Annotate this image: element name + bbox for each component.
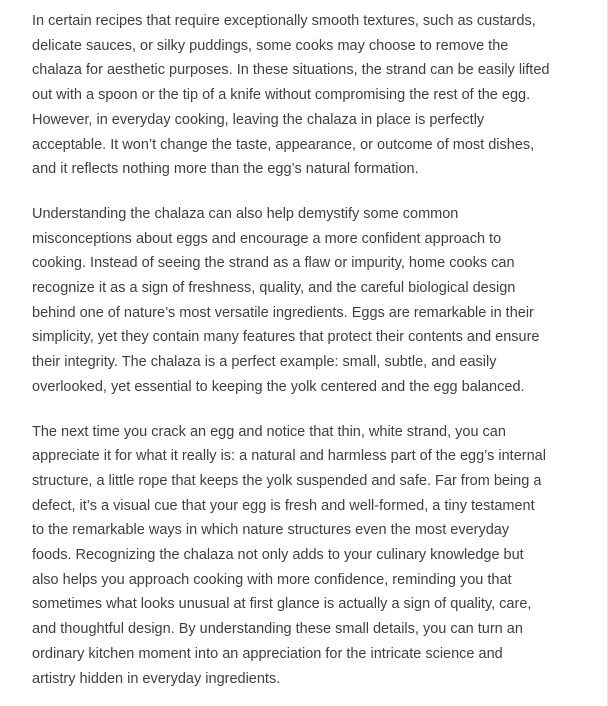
text-line: misconceptions about eggs and encourage a more confident approach to: [32, 230, 502, 247]
text-line: In certain recipes that require exceptionally smooth textures, such as custards,: [32, 13, 536, 29]
text-line: out with a spoon or the tip of a knife without compromising the rest of the egg.: [32, 87, 531, 104]
paragraph-chalaza-removal: [32, 9, 581, 182]
text-line: simplicity, yet they contain many features that protect their contents and ensure: [32, 329, 540, 346]
text-line: and it reflects nothing more than the egg’s natural formation.: [32, 161, 419, 178]
text-line: appreciate it for what it really is: a natural and harmless part of the egg’s internal: [32, 448, 546, 465]
text-line: cooking. Instead of seeing the strand as a flaw or impurity, home cooks can: [32, 255, 515, 272]
text-line: to the remarkable ways in which nature structures even the most everyday: [32, 522, 510, 539]
text-line: sometimes what looks unusual at first glance is actually a sign of quality, care,: [32, 596, 532, 613]
text-line: defect, it’s a visual cue that your egg is fresh and well-formed, a tiny testament: [32, 497, 535, 514]
text-line: Understanding the chalaza can also help demystify some common: [32, 205, 459, 222]
paragraph-misconceptions: [32, 202, 581, 400]
text-line: The next time you crack an egg and notice that thin, white strand, you can: [32, 423, 506, 440]
text-line: delicate sauces, or silky puddings, some cooks may choose to remove the: [32, 37, 509, 54]
text-line: also helps you approach cooking with more confidence, reminding you that: [32, 571, 512, 588]
text-line: and thoughtful design. By understanding these small details, you can turn an: [32, 621, 523, 638]
text-line: overlooked, yet essential to keeping the yolk centered and the egg balanced.: [32, 378, 525, 395]
text-line: behind one of nature’s most versatile ingredients. Eggs are remarkable in their: [32, 304, 534, 321]
text-line: recognize it as a sign of freshness, quality, and the careful biological design: [32, 280, 516, 297]
text-line: artistry hidden in everyday ingredients.: [32, 670, 281, 687]
text-line: chalaza for aesthetic purposes. In these situations, the strand can be easily lifted: [32, 62, 550, 79]
text-line: However, in everyday cooking, leaving the chalaza in place is perfectly: [32, 111, 485, 128]
text-line: ordinary kitchen moment into an appreciation for the intricate science and: [32, 645, 503, 662]
text-line: their integrity. The chalaza is a perfect example: small, subtle, and easily: [32, 354, 497, 371]
paragraph-conclusion: [32, 420, 581, 692]
text-line: foods. Recognizing the chalaza not only adds to your culinary knowledge but: [32, 547, 524, 564]
text-line: structure, a little rope that keeps the yolk suspended and safe. Far from being a: [32, 472, 542, 489]
text-line: acceptable. It won’t change the taste, appearance, or outcome of most dishes,: [32, 136, 535, 153]
